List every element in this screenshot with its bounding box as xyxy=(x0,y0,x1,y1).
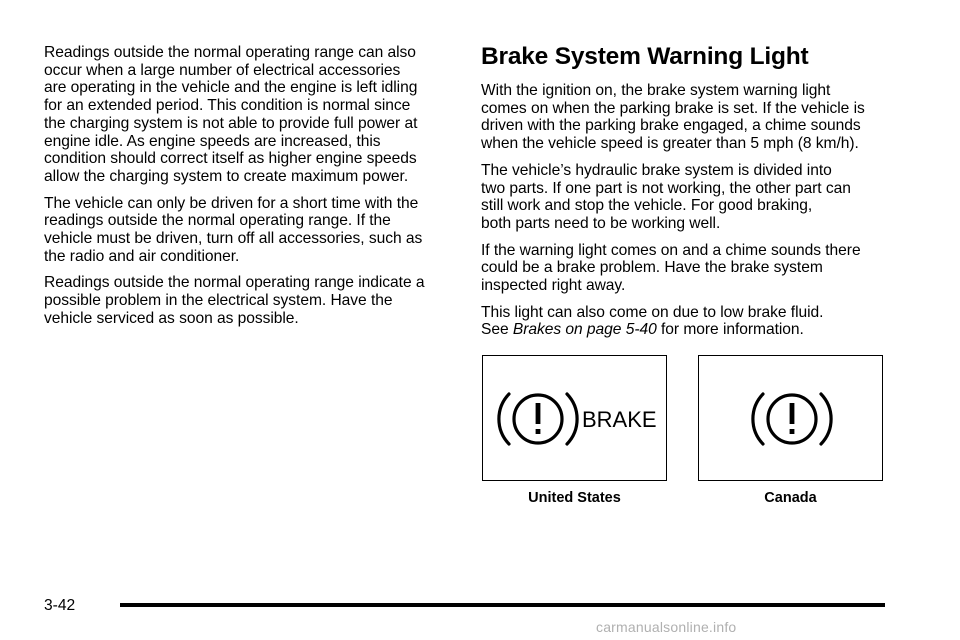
paragraph-brake-fluid xyxy=(481,304,891,339)
footer-rule xyxy=(120,603,885,607)
caption-canada: Canada xyxy=(764,490,817,506)
text-line: The vehicle’s hydraulic brake system is divided into xyxy=(481,161,832,179)
cross-reference-link[interactable]: Brakes on page 5-40 xyxy=(512,321,657,339)
text-line: comes on when the parking brake is set. If the vehicle is xyxy=(481,99,865,117)
brake-light-figure-canada xyxy=(698,355,883,481)
brake-warning-icon xyxy=(483,356,668,482)
left-column xyxy=(44,44,448,337)
text-line: If the warning light comes on and a chime sounds there xyxy=(481,241,861,259)
text-line: could be a brake problem. Have the brake system xyxy=(481,259,823,277)
see-prefix: See xyxy=(481,321,513,339)
see-suffix: for more information. xyxy=(656,321,804,339)
text-line: engine idle. As engine speeds are increased, this xyxy=(44,132,381,150)
text-line: vehicle serviced as soon as possible. xyxy=(44,309,299,327)
text-line: condition should correct itself as higher engine speeds xyxy=(44,150,417,168)
text-line: both parts need to be working well. xyxy=(481,214,721,232)
text-line: occur when a large number of electrical accessories xyxy=(44,61,401,79)
brake-warning-icon xyxy=(699,356,884,482)
brake-light-figure-us xyxy=(482,355,667,481)
text-line: allow the charging system to create maximum power. xyxy=(44,167,409,185)
text-line: Readings outside the normal operating range can also xyxy=(44,44,416,61)
text-line: The vehicle can only be driven for a short time with the xyxy=(44,194,419,212)
text-line: are operating in the vehicle and the engine is left idling xyxy=(44,79,418,97)
text-line: the charging system is not able to provide full power at xyxy=(44,114,418,132)
text-line: the radio and air conditioner. xyxy=(44,247,240,265)
text-line: With the ignition on, the brake system warning light xyxy=(481,82,831,99)
text-line: This light can also come on due to low brake fluid. xyxy=(481,303,824,321)
text-line: for an extended period. This condition is normal since xyxy=(44,97,411,115)
text-line: inspected right away. xyxy=(481,277,626,295)
right-column-content xyxy=(481,82,891,339)
paragraph-short-time xyxy=(44,195,448,266)
text-line: possible problem in the electrical system. Have the xyxy=(44,292,393,310)
right-column xyxy=(481,44,891,348)
text-line: vehicle must be driven, turn off all accessories, such as xyxy=(44,230,423,248)
text-line: Readings outside the normal operating range indicate a xyxy=(44,274,425,292)
text-line: driven with the parking brake engaged, a chime sounds xyxy=(481,117,861,135)
paragraph-electrical-problem xyxy=(44,274,448,327)
text-line: still work and stop the vehicle. For good braking, xyxy=(481,197,813,215)
page-number: 3-42 xyxy=(44,597,76,614)
text-line: when the vehicle speed is greater than 5 mph (8 km/h). xyxy=(481,135,859,153)
text-line: two parts. If one part is not working, the other part can xyxy=(481,179,851,197)
paragraph-hydraulic-system xyxy=(481,162,891,233)
paragraph-readings-idle xyxy=(44,44,448,186)
caption-united-states: United States xyxy=(528,490,621,506)
paragraph-warning-chime xyxy=(481,242,891,295)
paragraph-ignition-on xyxy=(481,82,891,153)
brake-symbol-text: BRAKE xyxy=(582,407,657,432)
section-heading: Brake System Warning Light xyxy=(481,43,809,70)
text-line xyxy=(481,321,891,339)
text-line: readings outside the normal operating range. If the xyxy=(44,212,391,230)
watermark: carmanualsonline.info xyxy=(596,619,737,635)
